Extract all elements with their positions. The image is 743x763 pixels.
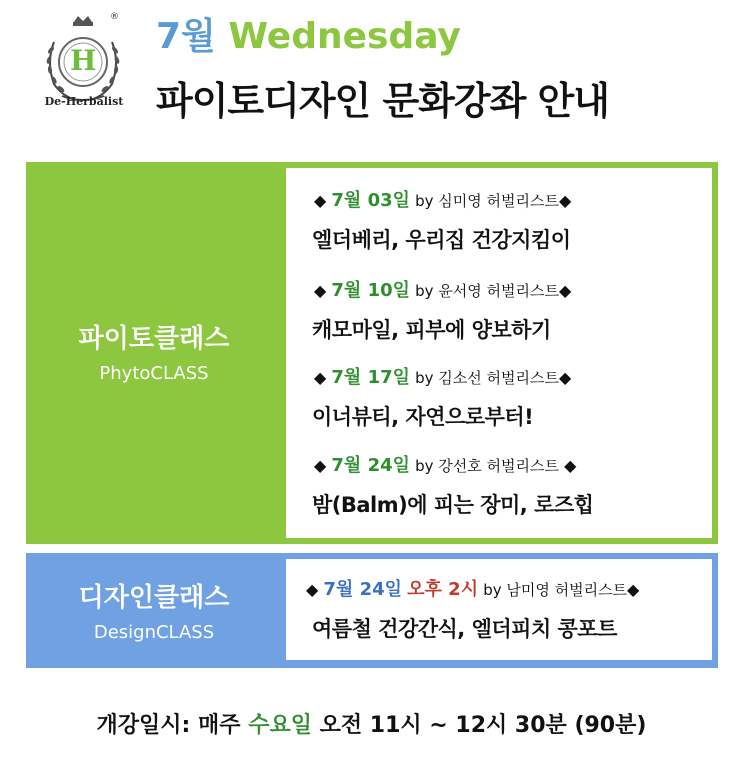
class-date: 7월 17일 <box>331 367 411 388</box>
phyto-class-card <box>286 168 712 538</box>
diamond-icon: ◆ <box>558 281 572 300</box>
diamond-icon: ◆ <box>306 580 319 599</box>
registered-mark: ® <box>110 12 119 22</box>
class-title: 밤(Balm)에 피는 장미, 로즈힙 <box>312 493 594 517</box>
class-title: 캐모마일, 피부에 양보하기 <box>312 318 551 342</box>
diamond-icon: ◆ <box>314 456 327 475</box>
schedule-prefix: 개강일시: 매주 <box>96 713 249 738</box>
diamond-icon: ◆ <box>558 191 572 210</box>
class-title: 이너뷰티, 자연으로부터! <box>312 405 534 429</box>
schedule-info <box>0 708 743 739</box>
list-item-header <box>314 276 571 302</box>
design-class-label-ko: 디자인클래스 <box>78 583 230 613</box>
page-title <box>156 8 461 59</box>
class-title: 엘더베리, 우리집 건강지킴이 <box>312 228 571 252</box>
design-class-label-en: DesignCLASS <box>93 622 215 643</box>
list-item-header <box>314 451 576 477</box>
class-date: 7월 24일 <box>323 579 403 600</box>
class-instructor: by 김소선 허벌리스트 <box>415 369 559 387</box>
diamond-icon: ◆ <box>314 281 327 300</box>
phyto-class-label-en: PhytoCLASS <box>99 363 209 384</box>
schedule-day: 수요일 <box>248 713 312 738</box>
schedule-suffix: 오전 11시 ~ 12시 30분 (90분) <box>311 713 647 738</box>
class-instructor: by 윤서영 허벌리스트 <box>415 282 559 300</box>
design-class-card <box>286 559 712 660</box>
class-instructor: by 남미영 허벌리스트 <box>483 581 628 599</box>
diamond-icon: ◆ <box>564 456 577 475</box>
diamond-icon: ◆ <box>314 191 327 210</box>
class-time: 오후 2시 <box>407 579 479 600</box>
phyto-class-label <box>26 318 282 384</box>
logo-letter: H <box>70 44 97 77</box>
logo-text: De-Herbalist <box>44 95 124 108</box>
class-date: 7월 03일 <box>331 190 411 211</box>
title-day: Wednesday <box>228 16 461 57</box>
class-title: 여름철 건강간식, 엘더피치 콩포트 <box>312 617 617 641</box>
design-class-label <box>26 577 282 643</box>
class-instructor: by 강선호 허벌리스트 <box>415 457 559 475</box>
list-item-header <box>314 363 571 389</box>
class-date: 7월 10일 <box>331 280 411 301</box>
class-date: 7월 24일 <box>331 455 411 476</box>
diamond-icon: ◆ <box>627 580 640 599</box>
list-item-header <box>306 575 639 601</box>
title-month: 7월 <box>156 16 216 57</box>
list-item-header <box>314 186 571 212</box>
page-subtitle: 파이토디자인 문화강좌 안내 <box>156 79 609 123</box>
diamond-icon: ◆ <box>558 368 572 387</box>
design-class-panel <box>26 553 718 668</box>
phyto-class-panel <box>26 162 718 544</box>
class-instructor: by 심미영 허벌리스트 <box>415 192 559 210</box>
phyto-class-label-ko: 파이토클래스 <box>78 324 230 354</box>
diamond-icon: ◆ <box>314 368 327 387</box>
